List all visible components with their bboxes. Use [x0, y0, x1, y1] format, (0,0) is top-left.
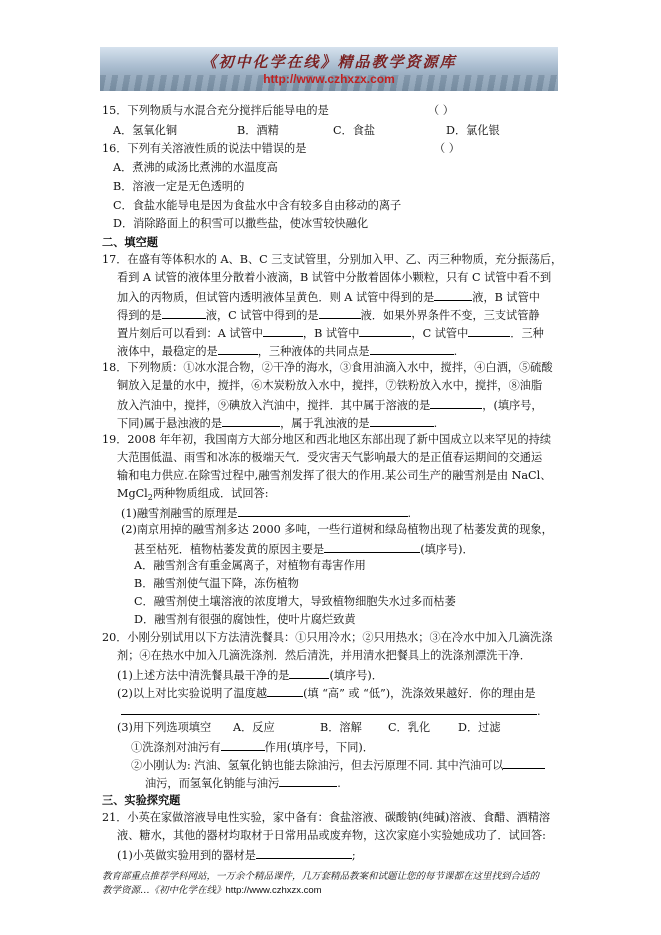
q15-option-b: B．酒精	[237, 124, 279, 137]
q20-blank-cleanest[interactable]	[289, 667, 329, 679]
q17-line-2: 看到 A 试管的液体里分散着小液滴，B 试管中分散着固体小颗粒，只有 C 试管中看不到	[117, 271, 552, 284]
q20-blank-temperature[interactable]	[267, 685, 303, 697]
q21-line-1: 21．小英在家做溶液导电性实验，家中备有：食盐溶液、碳酸钠(纯碱)溶液、食醋、酒精溶	[102, 811, 551, 824]
q19-line-4: MgCl$_2$两种物质组成．试回答:	[117, 487, 269, 503]
q17-blank-e[interactable]	[359, 325, 411, 337]
q16-option-c: C．食盐水能导电是因为食盐水中含有较多自由移动的离子	[113, 199, 402, 212]
q17-line-3: 加入的丙物质，但试管内透明液体呈黄色．则 A 试管中得到的是 液，B 试管中	[117, 291, 540, 304]
q19-option-b: B．融雪剂使气温下降，冻伤植物	[134, 577, 299, 590]
q18-line-2: 铜放入足量的水中，搅拌，⑥木炭粉放入水中，搅拌，⑦铁粉放入水中，搅拌，⑧油脂	[117, 379, 543, 392]
q19-sub2-line-2: 甚至枯死．植物枯萎发黄的原因主要是 (填序号)．	[134, 543, 474, 556]
q20-line-2: 剂；④在热水中加入几滴洗涤剂．然后清洗，并用清水把餐具上的洗涤剂漂洗干净．	[117, 649, 531, 662]
banner-url: http://www.czhxzx.com	[263, 72, 395, 86]
q18-line-1: 18．下列物质：①冰水混合物，②干净的海水，③食用油滴入水中，搅拌，④白酒，⑤硫酸	[102, 361, 553, 374]
q20-sub2-reason-line: .	[121, 703, 541, 719]
q21-blank-equipment[interactable]	[256, 847, 352, 859]
footer-link[interactable]: http://www.czhxzx.com	[225, 885, 322, 896]
q18-blank-c[interactable]	[370, 415, 434, 427]
q19-blank-principle[interactable]	[238, 505, 408, 517]
q20-option-d: D．过滤	[458, 721, 501, 734]
q15-answer-paren: （ ）	[428, 104, 454, 117]
q16-option-a: A．煮沸的咸汤比煮沸的水温度高	[113, 161, 278, 174]
q20-sub2: (2)以上对比实验说明了温度越 (填 “高” 或 “低”)，洗涤效果越好．你的理由是	[117, 687, 536, 700]
section-fill-in-title: 二、填空题	[102, 235, 158, 249]
q19-line-3: 输和电力供应.在除雪过程中,融雪剂发挥了很大的作用.某公司生产的融雪剂是由 NaCl、	[117, 469, 552, 482]
q20-blank-detergent[interactable]	[221, 739, 265, 751]
page-footer	[102, 870, 572, 898]
q17-blank-d[interactable]	[263, 325, 303, 337]
q15-option-a: A．氢氧化铜	[113, 124, 178, 137]
q20-sub3-item1: ①洗涤剂对油污有 作用(填序号，下同)．	[131, 741, 374, 754]
q17-line-4: 得到的是 液，C 试管中得到的是 液．如果外界条件不变，三支试管静	[117, 309, 540, 322]
q20-option-a: A．反应	[233, 721, 275, 734]
q19-sub1: (1)融雪剂融雪的原理是 .	[121, 507, 412, 520]
q17-blank-c[interactable]	[319, 307, 361, 319]
q16-answer-paren: （ ）	[434, 142, 460, 155]
q17-line-5: 置片刻后可以看到：A 试管中 ，B 试管中 ，C 试管中 ．三种	[117, 327, 544, 340]
q18-line-4: 下同)属于悬浊液的是 ，属于乳浊液的是 .	[117, 417, 438, 430]
q17-blank-h[interactable]	[370, 343, 454, 355]
q18-blank-b[interactable]	[222, 415, 280, 427]
q20-sub1: (1)上述方法中清洗餐具最干净的是 (填序号)．	[117, 669, 383, 682]
q20-option-c: C．乳化	[388, 721, 431, 734]
q18-blank-a[interactable]	[430, 397, 482, 409]
q19-line-1: 19．2008 年年初，我国南方大部分地区和西北地区东部出现了新中国成立以来罕见的持续	[102, 433, 552, 446]
q15-option-c: C．食盐	[333, 124, 376, 137]
q17-blank-g[interactable]	[218, 343, 258, 355]
footer-line-2: 教学资源…《初中化学在线》http://www.czhxzx.com	[102, 885, 322, 896]
q19-line-2: 大范围低温、雨雪和冰冻的极端天气．受灾害天气影响最大的是正值春运期间的交通运	[117, 451, 543, 464]
q20-sub3-item2-line-1: ②小刚认为: 汽油、氢氧化钠也能去除油污，但去污原理不同. 其中汽油可以	[131, 757, 545, 773]
q20-blank-naoh[interactable]	[279, 775, 337, 787]
q16-option-d: D．消除路面上的积雪可以撒些盐，使冰雪较快融化	[113, 217, 369, 230]
banner-title: 《初中化学在线》精品教学资源库	[201, 53, 457, 71]
q17-blank-a[interactable]	[434, 289, 472, 301]
q21-sub1: (1)小英做实验用到的器材是 ;	[117, 849, 356, 862]
q20-sub3-item2-line-2: 油污，而氢氧化钠能与油污 .	[145, 777, 341, 790]
q19-option-d: D．融雪剂有很强的腐蚀性，使叶片腐烂致黄	[134, 613, 356, 626]
q20-blank-gasoline[interactable]	[503, 757, 545, 769]
q15-option-d: D．氯化银	[446, 124, 500, 137]
header-banner	[100, 47, 558, 91]
footer-line-1: 教育部重点推荐学科网站，一万余个精品课件，几万套精品教案和试题让您的每节课都在这里找到合适的	[102, 871, 540, 882]
q20-line-1: 20．小刚分别试用以下方法清洗餐具：①只用冷水；②只用热水；③在冷水中加入几滴洗涤	[102, 631, 553, 644]
q17-line-6: 液体中，最稳定的是 ，三种液体的共同点是 .	[117, 345, 458, 358]
q16-option-b: B．溶液一定是无色透明的	[113, 180, 245, 193]
q16-stem: 16．下列有关溶液性质的说法中错误的是	[102, 142, 307, 155]
q20-blank-reason[interactable]	[121, 703, 537, 715]
q19-option-c: C．融雪剂使土壤溶液的浓度增大，导致植物细胞失水过多而枯萎	[134, 595, 456, 608]
q17-line-1: 17．在盛有等体积水的 A、B、C 三支试管里，分别加入甲、乙、丙三种物质，充分振荡后，	[102, 253, 563, 266]
q19-option-a: A．融雪剂含有重金属离子，对植物有毒害作用	[134, 559, 366, 572]
section-experiment-title: 三、实验探究题	[102, 793, 181, 807]
q20-sub3: (3)用下列选项填空	[117, 721, 212, 734]
q21-line-2: 液、糖水，其他的器材均取材于日常用品或废弃物，这次家庭小实验她成功了．试回答:	[117, 829, 546, 842]
q17-blank-f[interactable]	[468, 325, 510, 337]
q20-option-b: B．溶解	[320, 721, 362, 734]
q17-blank-b[interactable]	[162, 307, 206, 319]
q15-stem: 15．下列物质与水混合充分搅拌后能导电的是	[102, 104, 329, 117]
q18-line-3: 放入汽油中，搅拌，⑨碘放入汽油中，搅拌．其中属于溶液的是 ，(填序号，	[117, 399, 543, 412]
q19-sub2-line-1: (2)南京用掉的融雪剂多达 2000 多吨，一些行道树和绿岛植物出现了枯萎发黄的现象，	[121, 523, 553, 536]
q19-blank-cause[interactable]	[324, 541, 420, 553]
